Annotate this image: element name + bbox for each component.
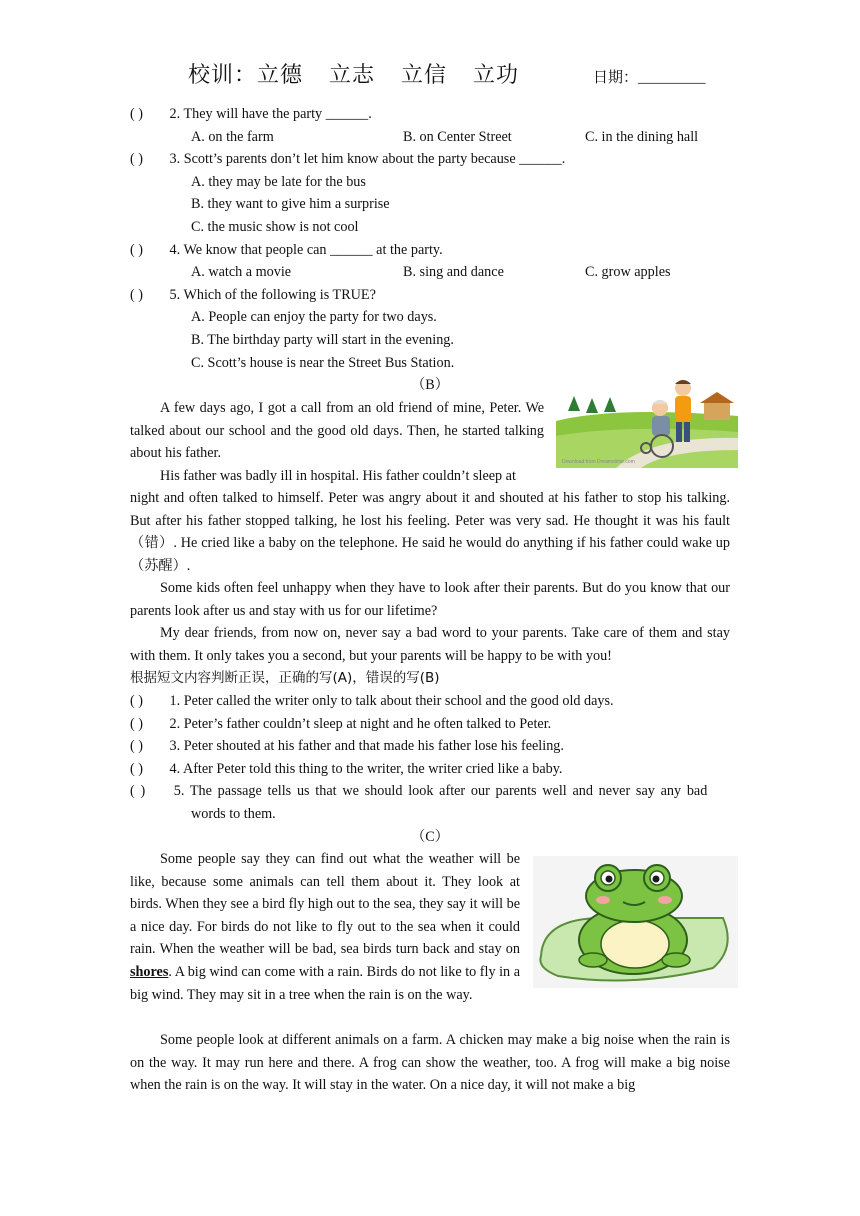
answer-blank[interactable]: ( ): [130, 693, 143, 709]
option-c: C. the music show is not cool: [191, 219, 359, 235]
answer-blank[interactable]: ( ): [130, 783, 146, 799]
option-b: B. The birthday party will start in the evening.: [191, 332, 454, 348]
option-a: A. on the farm: [191, 129, 274, 145]
question-a4: [130, 239, 443, 262]
question-a2: [130, 103, 372, 126]
option-b: B. they want to give him a surprise: [191, 196, 390, 212]
statement-b5: [130, 780, 707, 803]
section-c-heading: （C）: [411, 829, 449, 845]
answer-blank[interactable]: ( ): [130, 761, 143, 777]
statement-b3: [130, 735, 564, 758]
question-a3: [130, 148, 565, 171]
question-text: 4. We know that people can ______ at the party.: [169, 242, 443, 258]
statement-b4: [130, 758, 562, 781]
passage-c-paragraph-2: Some people look at different animals on a farm. A chicken may make a big noise when the rain is on the way. It may run here and there. A frog can show the weather, too. A frog will make a big noise when the rain is on the way. It will stay in the water. On a nice day, it will not make a big: [130, 1032, 730, 1094]
passage-b-paragraph-3: Some kids often feel unhappy when they have to look after their parents. But do you know that our parents look after us and stay with us for our lifetime?: [130, 580, 730, 619]
passage-c-paragraph-1: [130, 848, 520, 1006]
answer-blank[interactable]: ( ): [130, 151, 143, 167]
question-a5: [130, 284, 376, 307]
section-b-heading: （B）: [411, 377, 449, 393]
question-text: 3. Scott’s parents don’t let him know about the party because ______.: [169, 151, 566, 167]
statement-b5-cont: words to them.: [191, 806, 276, 822]
option-b: B. on Center Street: [403, 129, 512, 145]
date-field: 日期：_________: [593, 70, 706, 86]
school-motto: 校训：立德 立志 立信 立功: [188, 62, 520, 87]
statement-text: 5. The passage tells us that we should look after our parents well and never say any bad: [173, 783, 708, 799]
answer-blank[interactable]: ( ): [130, 242, 143, 258]
question-text: 2. They will have the party ______.: [169, 106, 372, 122]
option-c: C. grow apples: [585, 264, 671, 280]
passage-b-paragraph-1: A few days ago, I got a call from an old friend of mine, Peter. We talked about our school and the good old days. Then, he started talking about his father.: [130, 400, 544, 462]
tf-instruction: 根据短文内容判断正误，正确的写(A)，错误的写(B): [130, 670, 440, 686]
statement-text: 2. Peter’s father couldn’t sleep at night and he often talked to Peter.: [169, 716, 552, 732]
option-a: A. People can enjoy the party for two days.: [191, 309, 437, 325]
question-text: 5. Which of the following is TRUE?: [169, 287, 376, 303]
page-header: [0, 58, 860, 92]
p1-text-before: Some people say they can find out what the weather will be like, because some animals can tell them about it. They look at birds. When they see a bird fly high out to the sea, they say it will be a nice day. For birds do not like to fly out to the sea when it could rain. When the weather will be bad, sea birds turn back and stay on: [130, 851, 520, 958]
statement-b2: [130, 713, 551, 736]
answer-blank[interactable]: ( ): [130, 738, 143, 754]
image-watermark: Download from Dreamstime.com: [562, 459, 635, 465]
option-b: B. sing and dance: [403, 264, 504, 280]
option-a: A. they may be late for the bus: [191, 174, 366, 190]
option-c: C. in the dining hall: [585, 129, 699, 145]
answer-blank[interactable]: ( ): [130, 716, 143, 732]
passage-b-paragraph-2: His father was badly ill in hospital. His father couldn’t sleep at: [160, 468, 516, 484]
p1-text-after: . A big wind can come with a rain. Birds do not like to fly in a big wind. They may sit in a tree when the rain is on the way.: [130, 963, 520, 1003]
answer-blank[interactable]: ( ): [130, 106, 143, 122]
option-a: A. watch a movie: [191, 264, 292, 280]
statement-b1: [130, 690, 614, 713]
grandpa-wheelchair-illustration: [556, 366, 738, 468]
keyword-shores: shores: [130, 963, 169, 980]
statement-text: 4. After Peter told this thing to the writer, the writer cried like a baby.: [169, 761, 563, 777]
passage-b-paragraph-2-cont: night and often talked to himself. Peter was angry about it and shouted at his father to stop his talking. But after his father stopped talking, he lost his feeling. Peter was very sad. He thought it was his fault（错）. He cried like a baby on the telephone. He said he would do anything if his father could wake up （苏醒）.: [130, 490, 730, 574]
statement-text: 3. Peter shouted at his father and that made his father lose his feeling.: [169, 738, 564, 754]
statement-text: 1. Peter called the writer only to talk about their school and the good old days.: [169, 693, 614, 709]
option-c: C. Scott’s house is near the Street Bus Station.: [191, 355, 455, 371]
frog-on-lily-pad-illustration: [533, 856, 738, 988]
answer-blank[interactable]: ( ): [130, 287, 143, 303]
passage-b-paragraph-4: My dear friends, from now on, never say a bad word to your parents. Take care of them and stay with them. It only takes you a second, but your parents will be happy to be with you!: [130, 625, 730, 664]
